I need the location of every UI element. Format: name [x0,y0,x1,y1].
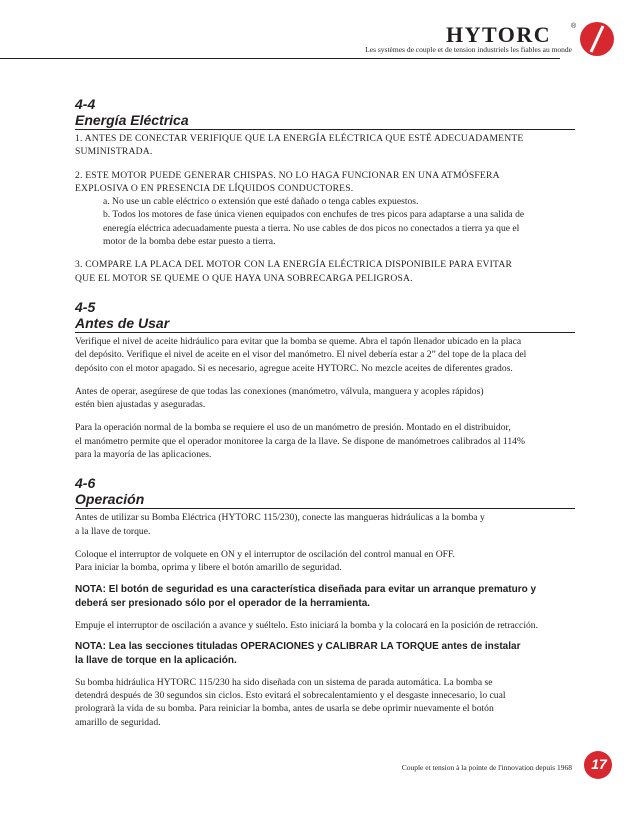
section-4-5 [75,299,575,461]
section-4-4 [75,96,575,285]
page-content [75,96,575,729]
paragraph: Empuje el interruptor de oscilación a avance y suéltelo. Esto iniciará la bomba y la colocará en la posición de retracción. [75,619,538,631]
page-number: 17 [591,756,607,772]
section-number: 4-6 [75,475,96,492]
section-4-6 [75,475,575,729]
safety-note: NOTA: El botón de seguridad es una característica diseñada para evitar un arranque prematuro y deberá ser presionado sólo por el operador de la herramienta. [75,583,537,609]
paragraph: 3. COMPARE LA PLACA DEL MOTOR CON LA ENERGÍA ELÉCTRICA DISPONIBILE PARA EVITAR QUE EL MOTOR SE QUEME O QUE HAYA UNA SOBRECARGA PELIGROSA. [75,259,513,284]
section-title: Operación [75,491,575,509]
paragraph: Verifique el nivel de aceite hidráulico para evitar que la bomba se queme. Abra el tapón llenador ubicado en la placa del depósito. Verifique el nivel de aceite en el visor del manómetro. El nivel debería estar a 2” del tope de la placa del depósito con el motor apagado. Si es necesario, agregue aceite HYTORC. No mezcle aceites de diferentes grados. [75,335,527,374]
paragraph: Antes de utilizar su Bomba Eléctrica (HYTORC 115/230), conecte las mangueras hidráulicas a la bomba y a la llave de torque. [75,512,485,537]
paragraph: Su bomba hidráulica HYTORC 115/230 ha sido diseñada con un sistema de parada automática. La bomba se detendrá después de 30 segundos sin ciclos. Esto evitará el sobrecalentamiento y el desgaste innecesario, lo cual prolograrà la vida de su bomba. Para reiniciar la bomba, antes de usarla se debe oprimir nuevamente el botón amarillo de seguridad. [75,676,506,728]
instruction-note: NOTA: Lea las secciones tituladas OPERACIONES y CALIBRAR LA TORQUE antes de instalar la llave de torque en la aplicación. [75,640,521,666]
section-number: 4-5 [75,298,96,315]
header-divider [0,58,560,59]
section-title: Antes de Usar [75,315,575,333]
hytorc-logo [446,20,606,60]
section-title: Energía Eléctrica [75,112,575,130]
header-tagline: Les systèmes de couple et de tension industriels les fiables au monde [365,45,572,54]
logo-slash-circle-icon [578,20,616,58]
paragraph: 1. ANTES DE CONECTAR VERIFIQUE QUE LA ENERGÍA ELÉCTRICA QUE ESTÉ ADECUADAMENTE SUMINISTRADA. [75,133,524,158]
paragraph: Coloque el interruptor de volquete en ON y el interruptor de oscilación del control manual en OFF. Para iniciar la bomba, oprima y libere el botón amarillo de seguridad. [75,548,455,574]
paragraph: 2. ESTE MOTOR PUEDE GENERAR CHISPAS. NO LO HAGA FUNCIONAR EN UNA ATMÓSFERA EXPLOSIVA O EN PRESENCIA DE LÍQUIDOS CONDUCTORES. [75,169,500,194]
sub-item: b. Todos los motores de fase única vienen equipados con enchufes de tres picos para adaptarse a una salida de eneregía eléctrica adecuadamente puesta a tierra. No use cables de dos picos no conectados a tierra ya que el motor de la bomba debe estar puesto a tierra. [103,209,525,248]
registered-mark: ® [571,23,577,30]
section-number: 4-4 [75,96,96,112]
paragraph: Para la operación normal de la bomba se requiere el uso de un manómetro de presión. Montado en el distribuidor, el manómetro permite que el operador monitoree la carga de la llave. Se dispone de manómetroes calibrados al 114% para la mayoría de las aplicaciones. [75,422,525,461]
paragraph: Antes de operar, asegúrese de que todas las conexiones (manómetro, válvula, manguera y acoples rápidos) estén bien ajustadas y aseguradas. [75,385,484,411]
logo-wordmark: HYTORC [446,22,552,47]
sub-item: a. No use un cable eléctrico o extensión que esté dañado o tenga cables expuestos. [103,196,419,208]
footer-tagline: Couple et tension à la pointe de l'innovation depuis 1968 [401,763,572,772]
